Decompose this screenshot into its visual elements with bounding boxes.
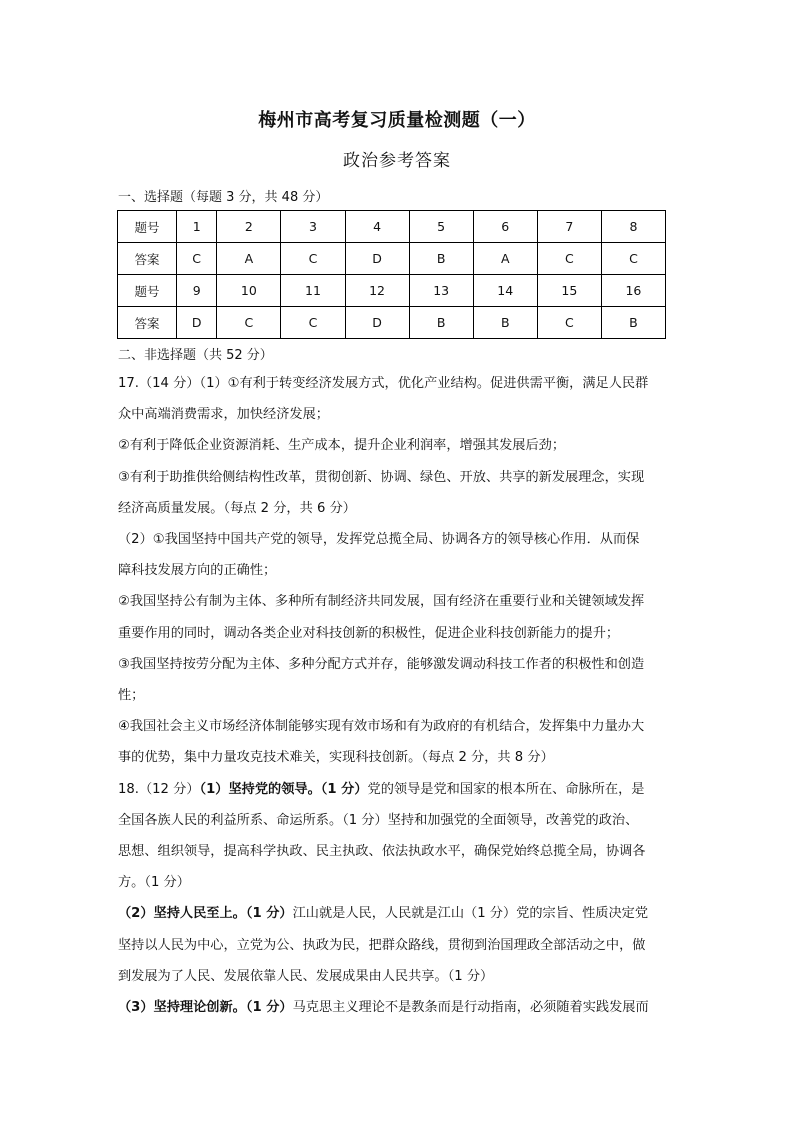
point-text: 马克思主义理论不是教条而是行动指南，必须随着实践发展而	[292, 1000, 649, 1016]
table-cell: 4	[345, 211, 409, 243]
answer-line: 到发展为了人民、发展依靠人民、发展成果由人民共享。（1 分）	[118, 968, 494, 984]
answer-line	[118, 898, 678, 929]
table-cell: B	[601, 307, 665, 339]
point-text: 党的领导是党和国家的根本所在、命脉所在，是	[367, 781, 645, 797]
point-heading: （2）坚持人民至上。（1 分）	[118, 906, 293, 922]
table-cell: 3	[281, 211, 345, 243]
row-label: 答案	[118, 307, 177, 339]
answer-body	[118, 368, 678, 1023]
answer-line: ②有利于降低企业资源消耗、生产成本，提升企业利润率，增强其发展后劲；	[118, 438, 566, 454]
answer-line: 全国各族人民的利益所系、命运所系。（1 分）坚持和加强党的全面领导，改善党的政治、	[118, 812, 639, 828]
section-free-response-heading: 二、非选择题（共 52 分）	[118, 348, 273, 363]
answer-line	[118, 992, 678, 1023]
table-cell: 14	[473, 275, 537, 307]
table-cell: A	[473, 243, 537, 275]
table-cell: C	[537, 307, 601, 339]
table-cell: C	[281, 307, 345, 339]
answer-line: 经济高质量发展。（每点 2 分，共 6 分）	[118, 500, 356, 516]
table-cell: C	[281, 243, 345, 275]
table-cell: D	[177, 307, 217, 339]
row-label: 题号	[118, 211, 177, 243]
table-cell: 5	[409, 211, 473, 243]
table-cell: 9	[177, 275, 217, 307]
answer-line: 方。（1 分）	[118, 875, 190, 891]
table-cell: 15	[537, 275, 601, 307]
table-row	[118, 243, 666, 275]
answer-line: ②我国坚持公有制为主体、多种所有制经济共同发展，国有经济在重要行业和关键领域发挥	[118, 594, 645, 610]
question-number: 18.（12 分）	[118, 781, 200, 797]
table-cell: 16	[601, 275, 665, 307]
answer-line: 事的优势，集中力量攻克技术难关，实现科技创新。（每点 2 分，共 8 分）	[118, 750, 554, 766]
row-label: 答案	[118, 243, 177, 275]
point-heading: （3）坚持理论创新。（1 分）	[118, 1000, 293, 1016]
table-row	[118, 211, 666, 243]
table-cell: D	[345, 243, 409, 275]
point-text: 江山就是人民，人民就是江山（1 分）党的宗旨、性质决定党	[292, 906, 649, 922]
answer-line: 17.（14 分）（1）①有利于转变经济发展方式，优化产业结构。促进供需平衡，满足人民群	[118, 376, 649, 391]
table-cell: C	[601, 243, 665, 275]
answer-line: 众中高端消费需求，加快经济发展；	[118, 407, 329, 423]
row-label: 题号	[118, 275, 177, 307]
answer-line: 重要作用的同时，调动各类企业对科技创新的积极性，促进企业科技创新能力的提升；	[118, 625, 620, 641]
answer-line: ③我国坚持按劳分配为主体、多种分配方式并存，能够激发调动科技工作者的积极性和创造	[118, 656, 645, 672]
table-cell: B	[473, 307, 537, 339]
answer-line: ③有利于助推供给侧结构性改革，贯彻创新、协调、绿色、开放、共享的新发展理念，实现	[118, 469, 645, 485]
table-cell: 2	[217, 211, 281, 243]
section-multiple-choice-heading: 一、选择题（每题 3 分，共 48 分）	[118, 190, 329, 205]
table-cell: 11	[281, 275, 345, 307]
answer-line	[118, 774, 678, 805]
table-cell: A	[217, 243, 281, 275]
table-cell: 12	[345, 275, 409, 307]
answer-line: ④我国社会主义市场经济体制能够实现有效市场和有为政府的有机结合，发挥集中力量办大	[118, 719, 645, 735]
answer-line: 性；	[118, 688, 145, 704]
table-cell: 13	[409, 275, 473, 307]
table-cell: 6	[473, 211, 537, 243]
answer-line: 障科技发展方向的正确性；	[118, 563, 277, 579]
answer-line: 思想、组织领导，提高科学执政、民主执政、依法执政水平，确保党始终总揽全局，协调各	[118, 844, 646, 860]
table-cell: B	[409, 243, 473, 275]
page-subtitle: 政治参考答案	[343, 151, 451, 171]
table-cell: C	[217, 307, 281, 339]
table-cell: 8	[601, 211, 665, 243]
answer-line: 坚持以人民为中心，立党为公、执政为民，把群众路线，贯彻到治国理政全部活动之中，做	[118, 937, 646, 953]
table-cell: B	[409, 307, 473, 339]
table-row	[118, 307, 666, 339]
point-heading: （1）坚持党的领导。（1 分）	[199, 781, 368, 797]
table-cell: 10	[217, 275, 281, 307]
table-cell: C	[177, 243, 217, 275]
table-cell: 7	[537, 211, 601, 243]
table-row	[118, 275, 666, 307]
table-cell: 1	[177, 211, 217, 243]
table-cell: C	[537, 243, 601, 275]
answer-table	[117, 210, 666, 339]
table-cell: D	[345, 307, 409, 339]
answer-line: （2）①我国坚持中国共产党的领导，发挥党总揽全局、协调各方的领导核心作用．从而保	[118, 532, 640, 548]
page-title: 梅州市高考复习质量检测题（一）	[258, 110, 536, 131]
